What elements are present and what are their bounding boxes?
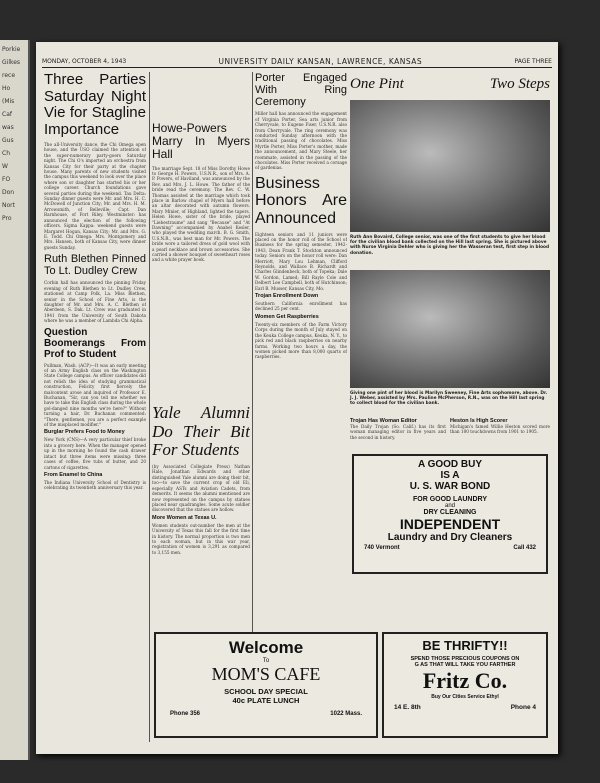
- strip-text: Gus: [2, 137, 14, 144]
- short-body: Michigan's famed Willie Heston scored more than 100 touchdowns from 1901 to 1905.: [450, 424, 550, 435]
- ad-address: 14 E. 8th: [394, 704, 421, 711]
- strip-text: (Mis: [2, 98, 15, 105]
- photo-caption: Ruth Ann Bovaird, College senior, was one of the first students to give her blood for the civilian blood bank collected on the Hill last spring. She is pictured above with Nurse Virginia Dehler who is giving her the Wasseran test, first step in blood donation.: [350, 235, 550, 256]
- feature-title-right: Two Steps: [489, 76, 550, 92]
- ad-line: FOR GOOD LAUNDRY: [412, 496, 488, 503]
- column-2-top: [152, 122, 250, 402]
- headline-business-honors: Business Honors Are Announced: [255, 174, 347, 227]
- ad-address: 740 Vermont: [364, 545, 400, 551]
- ad-phone: Call 432: [513, 545, 536, 551]
- headline-howe-powers: Howe-Powers Marry In Myers Hall: [152, 122, 250, 162]
- masthead: [42, 56, 552, 68]
- headline-enamel: From Enamel to China: [44, 471, 103, 478]
- article-body: (by Associated Collegiate Press) Nathan Hale, Jonathan Edwards and other distinguished Yale alumni are doing their bit, too—to save the current crop of old Eli, especially ASTs and Aviation Cadets, from demerits. It seems the alumni mentioned are now represented on the campus by statues placed near quadrangles. Some acute soldier discovered that the statues are hollow.: [152, 464, 250, 513]
- headline-yale-alumni: Yale Alumni Do Their Bit For Students: [152, 404, 250, 460]
- ad-brand: MOM'S CAFE: [211, 664, 321, 684]
- strip-text: was: [2, 124, 14, 131]
- newspaper-page: [36, 42, 558, 754]
- short-headline: Heston Is High Scorer: [450, 418, 508, 424]
- article-body: The marriage Sept. 18 of Miss Dorothy Howe to George H. Powers, U.S.N.R., son of Mrs. A. P. Powers, of Haviland, was announced by the Rev. and Mrs. J. L. Howe. The father of the bride read the ceremony. The Rev. C. W. Thomas assisted at the marriage which took place in Barlow chapel of Myers hall before an altar decorated with autumn flowers. Mary Minier, of Highland, lighted the tapers. Helen Howe, sister of the bride, played "Liebestraume" and sang "Because" and "At Dawning" accompanied by Anabel Kesler, who played the wedding march. B. G. Smith, U.S.N.R., was best man for Mr. Powers. The bride wore a tailored dress of gold wool with a pearl necklace and brown accessories. She carried a shower bouquet of sweetheart roses and a white prayer book.: [152, 165, 250, 263]
- article-body: Women students out-number the men at the University of Texas this fall for the first time in history. The normal proportion is two men to each woman, but in this war year, registration of women is 3,291 as compared to 3,155 men.: [152, 522, 250, 555]
- photo-blood-test: [350, 100, 550, 232]
- ad-line: A GOOD BUY: [417, 459, 483, 470]
- column-2-bottom: [152, 404, 250, 629]
- column-1: [44, 72, 146, 742]
- column-3: [255, 72, 347, 632]
- strip-text: FO: [2, 176, 11, 183]
- ad-line: DRY CLEANING: [423, 509, 477, 516]
- ad-slogan: BE THRIFTY!!: [422, 638, 508, 653]
- article-body: Corbin hall has announced the pinning Friday evening of Ruth Blethen to Lt. Dudley Crew, stationed at Camp Polk, La. Miss Blethen, senior in the School of Fine Arts, is the daughter of Mr. and Mrs. A. C. Blethen of Aberdeen, S. Dak. Lt. Crew was graduated in 1941 from the University of South Dakota where he was a member of Lambda Chi Alpha.: [44, 280, 146, 324]
- headline-texas: More Women at Texas U.: [152, 514, 217, 521]
- ad-welcome: Welcome: [228, 638, 304, 657]
- headline-question: Question Boomerangs From Prof to Student: [44, 326, 146, 360]
- ad-footer: [156, 705, 376, 717]
- ad-brand: INDEPENDENT: [399, 516, 501, 532]
- feature-title: [350, 76, 550, 96]
- article-body: Miller hall has announced the engagement of Virginia Porter, Sea arts junior from Cherryvale, to Eugene Fiser, U.S.N.R. also from Cherryvale. The ring ceremony was conducted Sunday afternoon with the traditional passing of chocolates. Miss Myrtle Porter, Miss Porter's mother, made the announcement, and Mary Steele, her roommate, assisted in the passing of the chocolates. Miss Porter received a corsage of gardenias.: [255, 111, 347, 171]
- ad-brand: Fritz Co.: [422, 668, 508, 693]
- feature-title-left: One Pint: [350, 76, 404, 92]
- strip-text: W: [2, 163, 8, 170]
- article-body: Eighteen seniors and 11 juniors were placed on the honor roll of the School of Business for the spring semester, 1942-1943, Dean Frank T. Stockton announced today. Seniors on the honor roll were: Dan Merriott, Mary Lou Lehman, Clifford Reynolds, and Wallace B. Richardt and Charles Glindenbeck, both of Topeka; Dale W. Gordon, Lamed; Bill Rayle Cole and Delbert Lee Campbell, both of Hutchinson; Earl B. Musser, Kansas City, Mo.: [255, 231, 347, 291]
- article-body: The all-University dance, the Chi Omega open house, and the USO claimed the attention of the super-numerary party-goers Saturday night. The Chi O's imported an orchestra from Kansas City for their party at the chapter house. Many parents of new students visited the campus this weekend to look over the place where son or daughter has started his or her college career. Church foundations gave several parties during the weekend. Tau Delta: Sunday dinner guests were Mr. and Mrs. H. C. McDowell of Junction City; Mr. and Mrs. H. M. Arrowsmith, of Belleville; Capt. Dan Barnhouse, of Fort Riley. Westminster: has announced the election of the following officers. Sigma Kappa: weekend guests were Margaret Hogan, Kansas City; Mr. and Mrs. G. E. Todd. Chi Omega: Mrs. Montgomery and Mrs. Hansen, both of Kansas City, were dinner guests Sunday.: [44, 142, 146, 250]
- article-body: The Indiana University School of Dentistry is celebrating its twentieth anniversary this year.: [44, 479, 146, 491]
- headline-blethen: Ruth Blethen Pinned To Lt. Dudley Crew: [44, 253, 146, 278]
- issue-date: MONDAY, OCTOBER 4, 1943: [42, 58, 127, 65]
- short-headline: Trojan Has Woman Editor: [350, 418, 417, 424]
- ad-line: 40c PLATE LUNCH: [232, 696, 300, 705]
- strip-text: Nort: [2, 202, 15, 209]
- adjacent-page-strip: [0, 40, 30, 760]
- strip-text: Caf: [2, 111, 12, 118]
- headline-trojan-enrollment: Trojan Enrollment Down: [255, 293, 319, 299]
- ad-line: U. S. WAR BOND: [409, 481, 491, 492]
- article-body: Southern California enrollment has declined 25 per cent.: [255, 301, 347, 312]
- ad-line: G AS THAT WILL TAKE YOU FARTHER: [414, 662, 516, 668]
- short-heston: [450, 418, 550, 452]
- article-body: Pullman, Wash. (ACP)—It was an early meeting of an Army English class on the Washington State College campus. As officer candidates did not relish the idea of studying grammatical construction, Felicity first fiercely the malcontent arose and inquired of Professor E. Buchanan, "Sir, can you tell me whether we have to take this English class during the whole gol-danged nine months we're here?" Without turning a hair, Dr. Buchanan commented: "There, gentlemen, you are a perfect example of the misplaced modifier.": [44, 362, 146, 428]
- strip-text: Pro: [2, 215, 12, 222]
- ad-address: 1022 Mass.: [330, 711, 362, 717]
- column-rule: [252, 72, 253, 632]
- photo-blood-donation: [350, 270, 550, 388]
- strip-text: Don: [2, 189, 15, 196]
- ad-line: IS A: [440, 470, 460, 481]
- ad-line: and: [444, 503, 455, 509]
- ad-footer: [354, 543, 546, 551]
- ad-fritz-co: [382, 632, 548, 738]
- column-rule: [149, 72, 150, 742]
- photo-caption: Giving one pint of her blood is Marilyn Sweeney, Fine Arts sophomore, above. Dr. J. J. Weber, assisted by Mrs. Pauline McPherson, R.N., was on the Hill last spring to collect blood for the civilian bank.: [350, 391, 548, 407]
- headline-raspberries: Women Get Raspberries: [255, 313, 319, 320]
- ad-phone: Phone 356: [170, 711, 201, 717]
- paper-title: UNIVERSITY DAILY KANSAN, LAWRENCE, KANSAS: [218, 57, 423, 66]
- headline-three-parties: Three Parties Saturday Night Vie for Stagline Importance: [44, 72, 146, 138]
- strip-text: Porkie: [2, 46, 21, 53]
- short-body: The Daily Trojan (So. Calif.) has its first woman managing editor in five years and the second in history.: [350, 424, 446, 440]
- ad-line: Buy Our Cities Service Ethyl: [431, 694, 499, 700]
- ad-line: Laundry and Dry Cleaners: [387, 532, 513, 543]
- strip-text: Ch: [2, 150, 10, 157]
- strip-text: Ho: [2, 85, 11, 92]
- ad-line: SCHOOL DAY SPECIAL: [224, 687, 308, 696]
- headline-porter: Porter Engaged With Ring Ceremony: [255, 72, 347, 109]
- strip-text: rece: [2, 72, 16, 79]
- short-trojan-editor: [350, 418, 446, 452]
- ad-independent-laundry: [352, 454, 548, 574]
- article-body: New York (CNS)—A very particular thief broke into a grocery here. When the manager opened up in the morning he found the cash drawer intact but three items were missing: three cases of coffee, five tubs of butter, and 20 cartons of cigarettes.: [44, 437, 146, 470]
- ad-phone: Phone 4: [510, 704, 536, 711]
- ad-line: To: [262, 658, 270, 664]
- page-number: PAGE THREE: [514, 58, 552, 65]
- ad-line: SPEND THOSE PRECIOUS COUPONS ON: [410, 656, 520, 662]
- ad-footer: [384, 700, 546, 711]
- headline-burglar: Burglar Prefers Food to Money: [44, 429, 125, 436]
- ad-moms-cafe: [154, 632, 378, 738]
- article-body: Twenty-six members of the Farm Victory Corps during the month of July stayed on the Keuka College campus, Keuka, N. Y., to pick red and black raspberries on nearby farms. Working two hours a day, the women picked more than 8,000 quarts of raspberries.: [255, 321, 347, 360]
- strip-text: Gilkes: [2, 59, 21, 66]
